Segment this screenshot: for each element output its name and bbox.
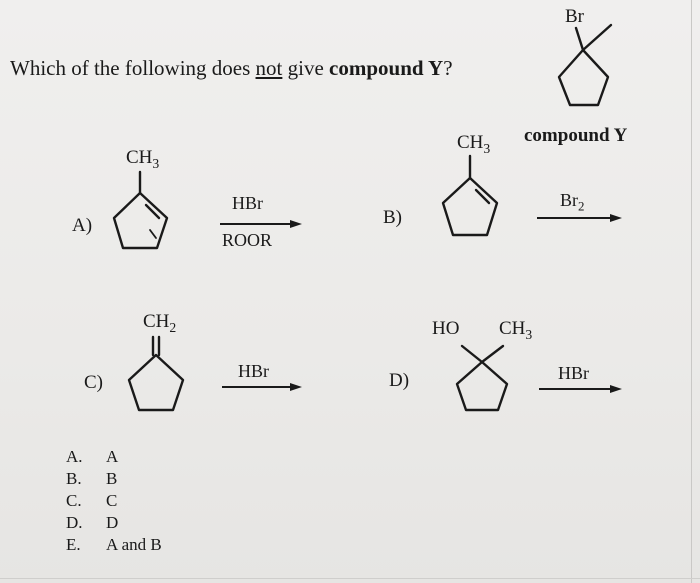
option-d-methyl-bond [482,346,503,362]
question-middle: give [287,56,324,80]
choice-text: C [106,491,118,510]
choice-letter: A. [66,447,83,466]
option-b-structure [443,156,497,235]
product-cyclopentane-ring [559,50,608,105]
choice-d[interactable] [66,512,162,534]
choice-letter: D. [66,513,83,532]
option-d-substituent-left: HO [432,318,460,339]
product-c-br-bond [576,28,583,50]
option-c-structure [129,337,183,410]
option-c-ring [129,355,183,410]
choice-text: D [106,513,119,532]
choice-b[interactable] [66,468,162,490]
option-b-ring [443,178,497,235]
choice-text: B [106,469,118,488]
option-c-reagent-top: HBr [238,361,269,381]
option-b-reagent-top: $Br_2$ [560,190,585,214]
choice-text: A [106,447,119,466]
product-methyl-bond [583,25,611,50]
option-a-substituent: $CH_3$ [126,147,160,171]
option-c-label: C) [84,372,103,393]
option-a-ring [114,193,167,248]
choice-text: A and B [106,535,162,554]
choice-letter: E. [66,535,81,554]
option-a-mark [150,230,156,238]
question-not-word: not [255,56,283,80]
option-d-oh-bond [462,346,482,362]
product-substituent-label: Br [565,6,584,27]
product-structure [559,25,611,105]
option-d-substituent-right: $CH_3$ [499,318,533,342]
question-prefix: Which of the following does [10,56,251,80]
arrow-b-head [610,214,622,222]
choice-a[interactable] [66,446,162,468]
product-name-label: compound Y [524,125,628,146]
arrow-d-head [610,385,622,393]
option-b-double-bond [476,190,489,203]
question-target: compound Y [329,56,444,80]
option-a-double-bond [146,205,159,218]
choice-letter: B. [66,469,82,488]
option-a-structure [114,172,167,248]
option-d-ring [457,362,507,410]
choice-c[interactable] [66,490,162,512]
option-a-reagent-bottom: ROOR [222,230,273,250]
option-d-reagent-top: HBr [558,363,589,383]
option-a-label: A) [72,215,93,236]
option-b-label: B) [383,207,402,228]
arrow-a-head [290,220,302,228]
option-c-substituent: $CH_2$ [143,311,177,335]
choice-letter: C. [66,491,82,510]
option-d-structure [457,346,507,410]
option-b-substituent: $CH_3$ [457,132,491,156]
option-a-reagent-top: HBr [232,193,263,213]
question-suffix: ? [443,56,453,80]
arrow-c-head [290,383,302,391]
answer-choices [66,446,162,556]
choice-e[interactable] [66,534,162,556]
option-d-label: D) [389,370,410,391]
